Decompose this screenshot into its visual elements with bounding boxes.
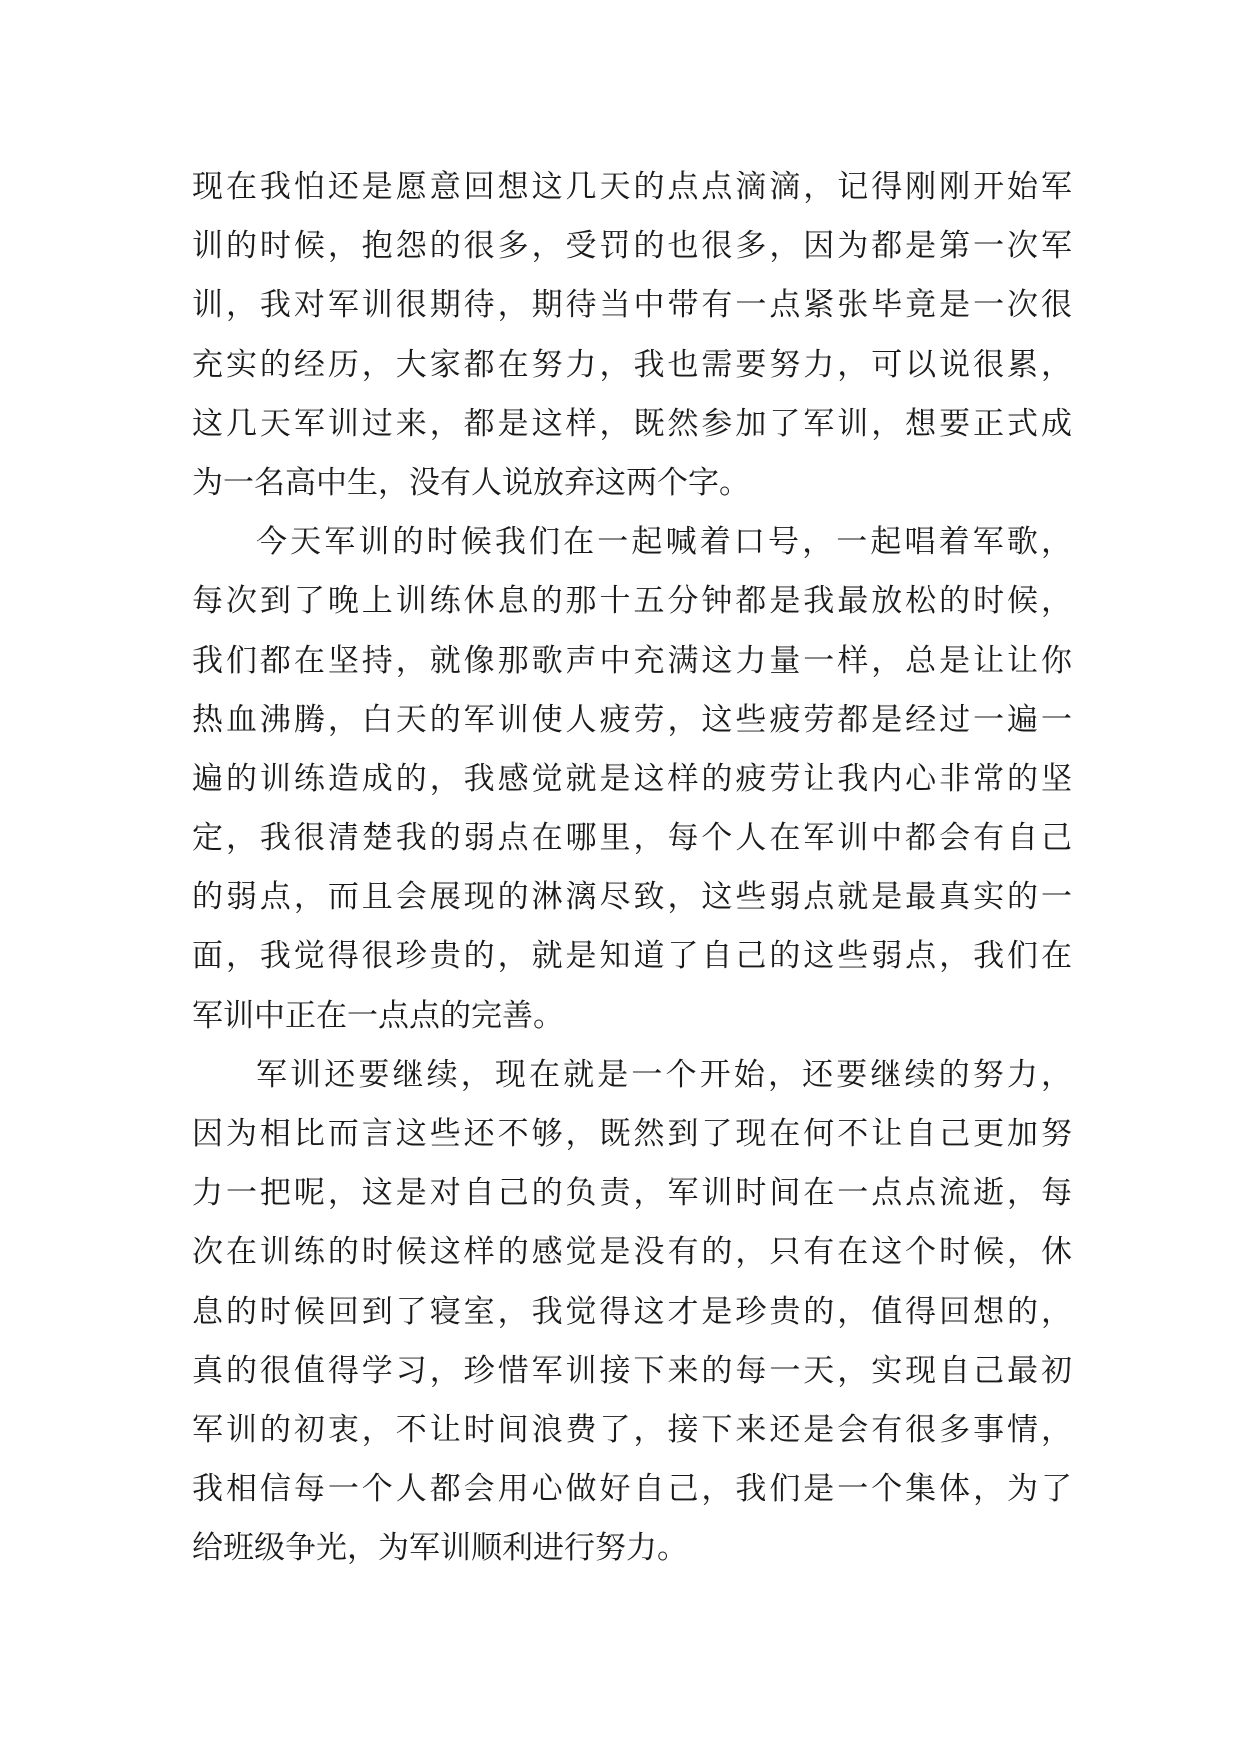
text-line: 力一把呢，这是对自己的负责，军训时间在一点点流逝，每 — [192, 1175, 1072, 1212]
text-line: 我相信每一个人都会用心做好自己，我们是一个集体，为了 — [192, 1471, 1072, 1508]
text-line: 热血沸腾，白天的军训使人疲劳，这些疲劳都是经过一遍一 — [192, 701, 1072, 738]
text-line: 定，我很清楚我的弱点在哪里，每个人在军训中都会有自己 — [192, 820, 1072, 857]
paragraph-2 — [192, 513, 1072, 1046]
text-line: 充实的经历，大家都在努力，我也需要努力，可以说很累， — [192, 346, 1072, 383]
text-line: 这几天军训过来，都是这样，既然参加了军训，想要正式成 — [192, 405, 1072, 442]
text-line: 次在训练的时候这样的感觉是没有的，只有在这个时候，休 — [192, 1234, 1072, 1271]
text-line: 息的时候回到了寝室，我觉得这才是珍贵的，值得回想的， — [192, 1293, 1072, 1330]
text-line: 军训中正在一点点的完善。 — [192, 997, 564, 1034]
paragraph-1 — [192, 158, 1072, 513]
text-line: 因为相比而言这些还不够，既然到了现在何不让自己更加努 — [192, 1116, 1072, 1152]
text-line: 遍的训练造成的，我感觉就是这样的疲劳让我内心非常的坚 — [192, 760, 1072, 797]
text-line: 面，我觉得很珍贵的，就是知道了自己的这些弱点，我们在 — [192, 938, 1072, 975]
text-line: 我们都在坚持，就像那歌声中充满这力量一样，总是让让你 — [192, 642, 1072, 679]
text-line: 今天军训的时候我们在一起喊着口号，一起唱着军歌， — [256, 524, 1072, 561]
text-line: 每次到了晚上训练休息的那十五分钟都是我最放松的时候， — [192, 583, 1072, 620]
paragraph-3 — [192, 1046, 1072, 1579]
text-line: 现在我怕还是愿意回想这几天的点点滴滴，记得刚刚开始军 — [192, 169, 1072, 205]
text-line: 为一名高中生，没有人说放弃这两个字。 — [192, 464, 750, 501]
text-line: 给班级争光，为军训顺利进行努力。 — [192, 1530, 688, 1567]
text-line: 真的很值得学习，珍惜军训接下来的每一天，实现自己最初 — [192, 1352, 1072, 1389]
text-line: 军训的初衷，不让时间浪费了，接下来还是会有很多事情， — [192, 1411, 1072, 1448]
text-line: 训的时候，抱怨的很多，受罚的也很多，因为都是第一次军 — [192, 228, 1072, 265]
text-line: 训，我对军训很期待，期待当中带有一点紧张毕竟是一次很 — [192, 287, 1072, 324]
text-line: 的弱点，而且会展现的淋漓尽致，这些弱点就是最真实的一 — [192, 879, 1072, 916]
text-line: 军训还要继续，现在就是一个开始，还要继续的努力， — [256, 1056, 1072, 1093]
document-body — [192, 158, 1072, 1579]
